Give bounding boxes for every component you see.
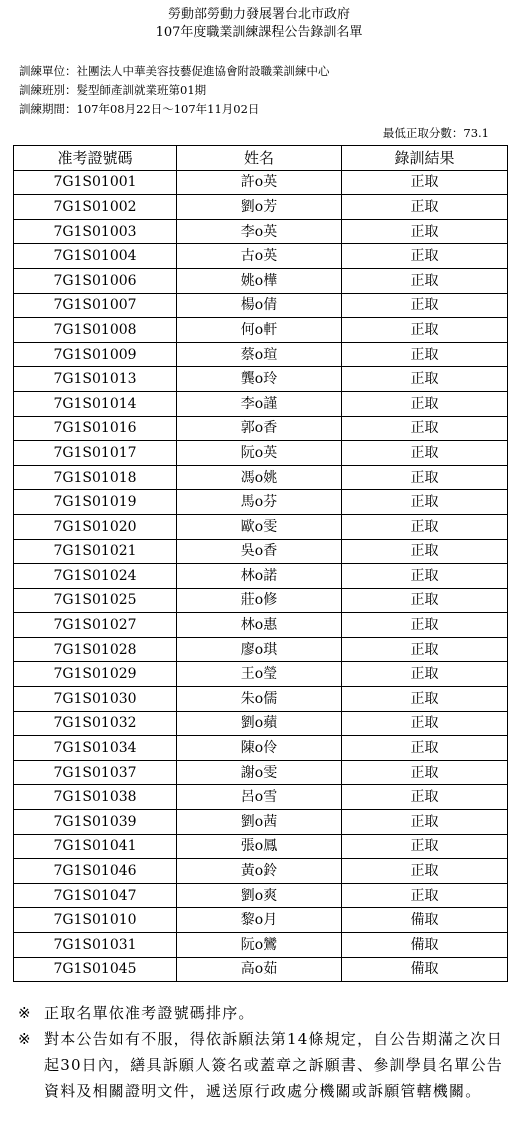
cell-name: 林o惠 (177, 613, 342, 638)
cell-name: 楊o倩 (177, 293, 342, 318)
cell-exam-number: 7G1S01031 (14, 933, 177, 958)
cell-exam-number: 7G1S01003 (14, 219, 177, 244)
note-text: 對本公告如有不服，得依訴願法第14條規定，自公告期滿之次日起30日內，繕具訴願人簽名或蓋章之訴願書、參訓學員名單公告資料及相關證明文件，遞送原行政處分機關或訴願管轄機關。 (44, 1030, 503, 1100)
cell-result: 正取 (342, 539, 508, 564)
cell-name: 蔡o瑄 (177, 342, 342, 367)
cell-exam-number: 7G1S01032 (14, 711, 177, 736)
table-row (14, 367, 508, 392)
cell-name: 張o鳳 (177, 834, 342, 859)
cell-exam-number: 7G1S01034 (14, 736, 177, 761)
cell-result: 備取 (342, 933, 508, 958)
cell-exam-number: 7G1S01016 (14, 416, 177, 441)
cell-result: 正取 (342, 810, 508, 835)
note-item (18, 1000, 504, 1026)
cell-exam-number: 7G1S01008 (14, 318, 177, 343)
cell-result: 正取 (342, 465, 508, 490)
cell-result: 正取 (342, 760, 508, 785)
cell-name: 劉o爽 (177, 883, 342, 908)
cell-exam-number: 7G1S01006 (14, 268, 177, 293)
cell-result: 正取 (342, 883, 508, 908)
cell-exam-number: 7G1S01020 (14, 514, 177, 539)
table-row (14, 514, 508, 539)
table-row (14, 687, 508, 712)
cell-result: 正取 (342, 687, 508, 712)
cell-result: 正取 (342, 564, 508, 589)
training-period: 訓練期間：107年08月22日～107年11月02日 (19, 102, 260, 116)
table-row (14, 662, 508, 687)
cell-name: 陳o伶 (177, 736, 342, 761)
cell-result: 正取 (342, 711, 508, 736)
cell-exam-number: 7G1S01013 (14, 367, 177, 392)
document-title: 107年度職業訓練課程公告錄訓名單 (155, 25, 363, 40)
table-row (14, 564, 508, 589)
table-row (14, 465, 508, 490)
cell-name: 郭o香 (177, 416, 342, 441)
cell-name: 林o諾 (177, 564, 342, 589)
cell-name: 朱o儒 (177, 687, 342, 712)
training-class: 訓練班別：髮型師產訓就業班第01期 (19, 83, 207, 97)
cell-name: 劉o蘋 (177, 711, 342, 736)
cell-exam-number: 7G1S01041 (14, 834, 177, 859)
cell-exam-number: 7G1S01024 (14, 564, 177, 589)
cell-exam-number: 7G1S01039 (14, 810, 177, 835)
cell-exam-number: 7G1S01010 (14, 908, 177, 933)
cell-name: 馬o芬 (177, 490, 342, 515)
cell-result: 正取 (342, 834, 508, 859)
table-row (14, 342, 508, 367)
cell-exam-number: 7G1S01046 (14, 859, 177, 884)
cell-result: 正取 (342, 637, 508, 662)
table-row (14, 810, 508, 835)
cell-name: 謝o雯 (177, 760, 342, 785)
cell-result: 正取 (342, 195, 508, 220)
cell-result: 正取 (342, 662, 508, 687)
cell-name: 劉o茜 (177, 810, 342, 835)
cell-result: 備取 (342, 957, 508, 982)
note-text: 正取名單依准考證號碼排序。 (44, 1004, 255, 1022)
cell-exam-number: 7G1S01047 (14, 883, 177, 908)
cell-result: 正取 (342, 170, 508, 195)
training-unit: 訓練單位：社團法人中華美容技藝促進協會附設職業訓練中心 (19, 64, 330, 78)
table-row (14, 416, 508, 441)
cell-exam-number: 7G1S01007 (14, 293, 177, 318)
table-row (14, 859, 508, 884)
table-row (14, 834, 508, 859)
cell-result: 備取 (342, 908, 508, 933)
cell-result: 正取 (342, 318, 508, 343)
cell-result: 正取 (342, 514, 508, 539)
cell-name: 李o謹 (177, 391, 342, 416)
table-row (14, 195, 508, 220)
cell-exam-number: 7G1S01029 (14, 662, 177, 687)
cell-name: 許o英 (177, 170, 342, 195)
cell-result: 正取 (342, 367, 508, 392)
cell-result: 正取 (342, 588, 508, 613)
cell-result: 正取 (342, 268, 508, 293)
column-header-exam-number: 准考證號碼 (14, 146, 177, 171)
table-row (14, 760, 508, 785)
table-row (14, 736, 508, 761)
table-row (14, 637, 508, 662)
cell-result: 正取 (342, 293, 508, 318)
table-row (14, 539, 508, 564)
cell-exam-number: 7G1S01018 (14, 465, 177, 490)
cell-exam-number: 7G1S01002 (14, 195, 177, 220)
cell-name: 歐o雯 (177, 514, 342, 539)
cell-name: 高o茹 (177, 957, 342, 982)
table-row (14, 318, 508, 343)
cell-result: 正取 (342, 736, 508, 761)
table-header-row (14, 146, 508, 171)
table-row (14, 613, 508, 638)
issuer-title: 勞動部勞動力發展署台北市政府 (167, 7, 350, 22)
cell-result: 正取 (342, 490, 508, 515)
table-row (14, 441, 508, 466)
table-row (14, 490, 508, 515)
table-row (14, 391, 508, 416)
cell-name: 阮o鸞 (177, 933, 342, 958)
cell-result: 正取 (342, 613, 508, 638)
cell-result: 正取 (342, 785, 508, 810)
cell-name: 呂o雪 (177, 785, 342, 810)
cell-exam-number: 7G1S01001 (14, 170, 177, 195)
cell-exam-number: 7G1S01009 (14, 342, 177, 367)
cell-exam-number: 7G1S01045 (14, 957, 177, 982)
cell-exam-number: 7G1S01004 (14, 244, 177, 269)
table-row (14, 957, 508, 982)
cell-result: 正取 (342, 244, 508, 269)
cell-result: 正取 (342, 342, 508, 367)
reference-mark-icon: ※ (18, 1030, 31, 1048)
cell-name: 姚o樺 (177, 268, 342, 293)
cell-name: 莊o修 (177, 588, 342, 613)
cell-result: 正取 (342, 859, 508, 884)
table-row (14, 785, 508, 810)
note-item (18, 1026, 504, 1104)
table-row (14, 170, 508, 195)
table-row (14, 244, 508, 269)
cell-result: 正取 (342, 441, 508, 466)
cell-name: 阮o英 (177, 441, 342, 466)
cell-exam-number: 7G1S01030 (14, 687, 177, 712)
column-header-name: 姓名 (177, 146, 342, 171)
table-body (14, 170, 508, 982)
cell-name: 李o英 (177, 219, 342, 244)
minimum-admission-score: 最低正取分數：73.1 (382, 126, 489, 140)
cell-result: 正取 (342, 391, 508, 416)
table-row (14, 588, 508, 613)
reference-mark-icon: ※ (18, 1004, 31, 1022)
cell-exam-number: 7G1S01019 (14, 490, 177, 515)
cell-exam-number: 7G1S01021 (14, 539, 177, 564)
table-row (14, 711, 508, 736)
cell-exam-number: 7G1S01028 (14, 637, 177, 662)
column-header-result: 錄訓結果 (342, 146, 508, 171)
cell-exam-number: 7G1S01017 (14, 441, 177, 466)
cell-name: 劉o芳 (177, 195, 342, 220)
admission-table (13, 145, 508, 982)
cell-name: 古o英 (177, 244, 342, 269)
cell-exam-number: 7G1S01037 (14, 760, 177, 785)
table-row (14, 908, 508, 933)
cell-exam-number: 7G1S01038 (14, 785, 177, 810)
cell-name: 何o軒 (177, 318, 342, 343)
table-row (14, 268, 508, 293)
table-row (14, 219, 508, 244)
cell-name: 黎o月 (177, 908, 342, 933)
table-row (14, 933, 508, 958)
cell-name: 龔o玲 (177, 367, 342, 392)
cell-name: 廖o琪 (177, 637, 342, 662)
table-row (14, 293, 508, 318)
cell-exam-number: 7G1S01027 (14, 613, 177, 638)
notes-section (18, 1000, 504, 1104)
cell-name: 王o瑩 (177, 662, 342, 687)
cell-name: 吳o香 (177, 539, 342, 564)
cell-result: 正取 (342, 416, 508, 441)
cell-result: 正取 (342, 219, 508, 244)
cell-name: 馮o姚 (177, 465, 342, 490)
cell-exam-number: 7G1S01014 (14, 391, 177, 416)
cell-exam-number: 7G1S01025 (14, 588, 177, 613)
table-row (14, 883, 508, 908)
cell-name: 黃o鈴 (177, 859, 342, 884)
